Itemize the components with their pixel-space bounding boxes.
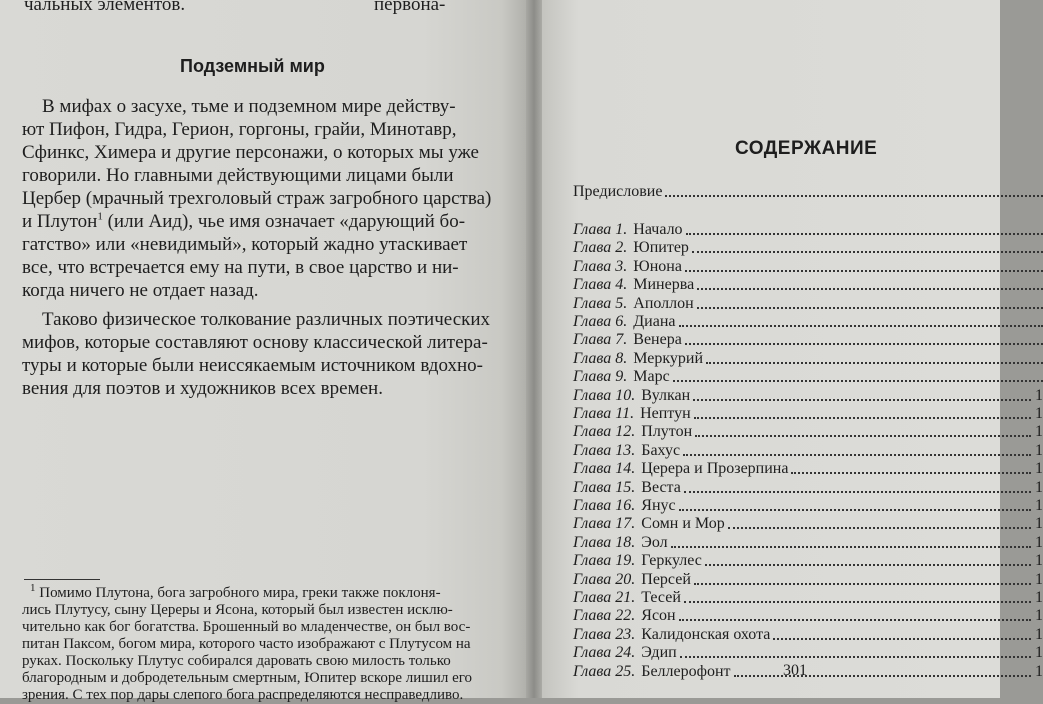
- paragraph-line: [22, 211, 465, 233]
- toc-leader-dots: [694, 582, 1031, 585]
- toc-leader-dots: [695, 434, 1031, 437]
- toc-page-ref: 1: [1035, 625, 1043, 643]
- footnote-marker: 1: [97, 210, 103, 223]
- toc-chapter-number: Глава 19.: [573, 552, 636, 570]
- toc-chapter-title: Веста: [641, 478, 681, 496]
- toc-chapter-row: [573, 312, 1043, 331]
- toc-chapter-row: [573, 367, 1043, 386]
- toc-chapter-number: Глава 10.: [573, 386, 636, 404]
- paragraph-line: когда ничего не отдает назад.: [22, 280, 259, 301]
- toc-page-ref: 1: [1035, 589, 1043, 606]
- paragraph-line: вения для поэтов и художников всех времен.: [22, 378, 383, 399]
- toc-chapter-number: Глава 15.: [573, 478, 636, 496]
- section-title: Подземный мир: [180, 56, 325, 76]
- footnote-line: благородным и добродетельным смертным, Юпитер вскоре лишил его: [22, 670, 473, 686]
- toc-chapter-number: Глава 16.: [573, 497, 636, 514]
- toc-chapter-row: [573, 662, 1043, 681]
- right-page: [542, 0, 1043, 698]
- toc-chapter-number: Глава 1.: [573, 221, 628, 238]
- toc-leader-dots: [684, 490, 1031, 493]
- paragraph-line: туры и которые были неиссякаемым источником вдохно-: [22, 355, 484, 376]
- toc-chapter-number: Глава 14.: [573, 460, 636, 478]
- toc-chapter-title: Нептун: [640, 405, 691, 422]
- toc-page-ref: 1: [1035, 607, 1043, 625]
- toc-chapter-title: Юпитер: [633, 239, 689, 257]
- toc-chapter-title: Юнона: [633, 257, 682, 275]
- toc-chapter-title: Беллерофонт: [641, 662, 731, 680]
- toc-leader-dots: [773, 637, 1031, 640]
- toc-chapter-row: [573, 294, 1043, 313]
- paragraph-line-start: и Плутон: [22, 211, 98, 232]
- paragraph-line: Цербер (мрачный трехголовый страж загробного царства): [22, 188, 492, 209]
- toc-chapter-row: [573, 238, 1043, 257]
- toc-chapter-title: Венера: [633, 331, 682, 349]
- toc-chapter-row: [573, 514, 1043, 533]
- toc-chapter-title: Калидонская охота: [641, 625, 771, 643]
- top-line-text-right: первона-: [374, 0, 446, 15]
- toc-chapter-number: Глава 13.: [573, 441, 636, 459]
- toc-chapter-title: Марс: [633, 368, 670, 386]
- toc-chapter-row: [573, 625, 1043, 644]
- toc-title: СОДЕРЖАНИЕ: [735, 138, 878, 159]
- toc-chapter-title: Бахус: [641, 441, 681, 459]
- toc-chapter-title: Янус: [641, 497, 676, 514]
- toc-leader-dots: [685, 269, 1043, 272]
- footnote-line: руках. Поскольку Плутус собирался даровать свою милость только: [22, 653, 451, 669]
- toc-chapter-title: Диана: [633, 313, 676, 330]
- paragraph-line: говорили. Но главными действующими лицами были: [22, 165, 454, 186]
- toc-chapter-number: Глава 4.: [573, 276, 628, 294]
- toc-chapter-row: [573, 570, 1043, 589]
- toc-page-ref: 1: [1035, 644, 1043, 662]
- toc-leader-dots: [679, 508, 1031, 511]
- toc-page-ref: 1: [1035, 662, 1043, 680]
- paragraph-line: мифов, которые составляют основу классической литера-: [22, 332, 488, 353]
- toc-chapter-title: Тесей: [641, 589, 681, 606]
- toc-page-ref: 1: [1035, 423, 1043, 441]
- footnote-line: [30, 582, 441, 602]
- toc-leader-dots: [673, 379, 1043, 382]
- toc-leader-dots: [680, 655, 1031, 658]
- toc-page-ref: 1: [1035, 552, 1043, 570]
- toc-chapter-number: Глава 21.: [573, 589, 636, 606]
- toc-chapter-title: Аполлон: [633, 294, 694, 312]
- toc-chapter-title: Геркулес: [641, 552, 702, 570]
- toc-chapter-number: Глава 3.: [573, 257, 628, 275]
- toc-chapter-number: Глава 22.: [573, 607, 636, 625]
- toc-chapter-row: [573, 404, 1043, 423]
- toc-page-ref: 1: [1035, 515, 1043, 533]
- toc-chapter-title: Сомн и Мор: [641, 515, 725, 533]
- toc-chapter-title: Церера и Прозерпина: [641, 460, 789, 478]
- toc-preface: [573, 182, 1043, 201]
- toc-leader-dots: [734, 674, 1031, 677]
- toc-chapter-number: Глава 20.: [573, 570, 636, 588]
- paragraph-line: все, что встречается ему на пути, в свое царство и ни-: [22, 257, 459, 278]
- toc-chapter-row: [573, 588, 1043, 607]
- toc-chapter-row: [573, 257, 1043, 276]
- paragraph-line: ют Пифон, Гидра, Герион, горгоны, грайи, Минотавр,: [22, 119, 457, 140]
- footnote-divider: [24, 579, 100, 580]
- toc-page-ref: 1: [1035, 460, 1043, 478]
- toc-chapter-number: Глава 7.: [573, 331, 628, 349]
- toc-chapter-row: [573, 330, 1043, 349]
- toc-leader-dots: [671, 545, 1031, 548]
- paragraph-line: Сфинкс, Химера и другие персонажи, о которых мы уже: [22, 142, 479, 163]
- toc-chapter-row: [573, 478, 1043, 497]
- footnote-line: питан Паксом, богом мира, которого часто изображают с Плутусом на: [22, 636, 471, 652]
- footnote-line: чительно как бог богатства. Брошенный во младенчестве, он был вос-: [22, 619, 471, 635]
- toc-preface-label: Предисловие: [573, 183, 663, 200]
- toc-page-ref: 1: [1035, 497, 1043, 514]
- toc-leader-dots: [705, 563, 1031, 566]
- toc-leader-dots: [679, 618, 1031, 621]
- toc-chapter-number: Глава 5.: [573, 294, 628, 312]
- toc-chapter-number: Глава 25.: [573, 662, 636, 680]
- toc-chapter-row: [573, 349, 1043, 368]
- page-number: 301: [783, 662, 807, 679]
- toc-chapter-row: [573, 422, 1043, 441]
- toc-leader-dots: [694, 416, 1031, 419]
- toc-leader-dots: [665, 194, 1043, 197]
- toc-page-ref: 1: [1035, 441, 1043, 459]
- toc-leader-dots: [692, 250, 1043, 253]
- toc-chapter-row: [573, 220, 1043, 239]
- toc-chapter-title: Минерва: [633, 276, 695, 294]
- toc-chapter-number: Глава 8.: [573, 349, 628, 367]
- toc-leader-dots: [791, 471, 1031, 474]
- footnote-number: 1: [30, 582, 36, 594]
- toc-chapter-row: [573, 275, 1043, 294]
- toc-chapter-number: Глава 9.: [573, 368, 628, 386]
- toc-chapter-number: Глава 2.: [573, 239, 628, 257]
- toc-chapter-title: Вулкан: [641, 386, 691, 404]
- toc-page-ref: 1: [1035, 478, 1043, 496]
- toc-chapter-row: [573, 643, 1043, 662]
- toc-leader-dots: [685, 342, 1043, 345]
- toc-chapter-number: Глава 24.: [573, 644, 636, 662]
- toc-chapter-title: Персей: [641, 570, 691, 588]
- toc-leader-dots: [679, 324, 1043, 327]
- toc-leader-dots: [683, 453, 1031, 456]
- toc-page-ref: 1: [1035, 386, 1043, 404]
- footnote-line: лись Плутусу, сыну Цереры и Ясона, который был известен исклю-: [22, 602, 453, 618]
- paragraph-line-end: (или Аид), чье имя означает «дарующий бо-: [107, 211, 466, 232]
- toc-chapter-row: [573, 533, 1043, 552]
- toc-chapter-row: [573, 606, 1043, 625]
- toc-page-ref: 1: [1035, 405, 1043, 422]
- toc-leader-dots: [693, 398, 1031, 401]
- toc-chapter-title: Эол: [641, 533, 668, 551]
- paragraph-line: Таково физическое толкование различных поэтических: [42, 309, 491, 330]
- toc-leader-dots: [684, 600, 1031, 603]
- toc-chapter-title: Плутон: [641, 423, 693, 441]
- footnote-line: зрения. С тех пор дары слепого бога распределяются несправедливо.: [22, 687, 464, 703]
- toc-chapter-title: Меркурий: [633, 349, 704, 367]
- footnote-line-text: Помимо Плутона, бога загробного мира, греки также поклоня-: [39, 585, 441, 601]
- toc-chapter-title: Ясон: [641, 607, 676, 625]
- toc-chapter-number: Глава 23.: [573, 625, 636, 643]
- toc-chapter-number: Глава 6.: [573, 313, 628, 330]
- toc-chapter-row: [573, 459, 1043, 478]
- toc-page-ref: 1: [1035, 533, 1043, 551]
- toc-leader-dots: [706, 361, 1043, 364]
- toc-leader-dots: [686, 232, 1043, 235]
- toc-chapter-row: [573, 551, 1043, 570]
- toc-chapter-title: Эдип: [641, 644, 677, 662]
- toc-leader-dots: [697, 287, 1043, 290]
- toc-page-ref: 1: [1035, 570, 1043, 588]
- paragraph-line: гатство» или «невидимый», который жадно утаскивает: [22, 234, 468, 255]
- paragraph-line: В мифах о засухе, тьме и подземном мире действу-: [42, 96, 456, 117]
- toc-leader-dots: [697, 306, 1043, 309]
- toc-chapter-number: Глава 12.: [573, 423, 636, 441]
- toc-chapter-title: Начало: [633, 221, 683, 238]
- toc-chapter-number: Глава 18.: [573, 533, 636, 551]
- toc-chapter-row: [573, 496, 1043, 515]
- toc-chapter-row: [573, 386, 1043, 405]
- toc-chapter-row: [573, 441, 1043, 460]
- toc-chapter-number: Глава 11.: [573, 405, 635, 422]
- toc-chapter-number: Глава 17.: [573, 515, 636, 533]
- top-line-text: чальных элементов.: [24, 0, 186, 15]
- toc-leader-dots: [728, 526, 1031, 529]
